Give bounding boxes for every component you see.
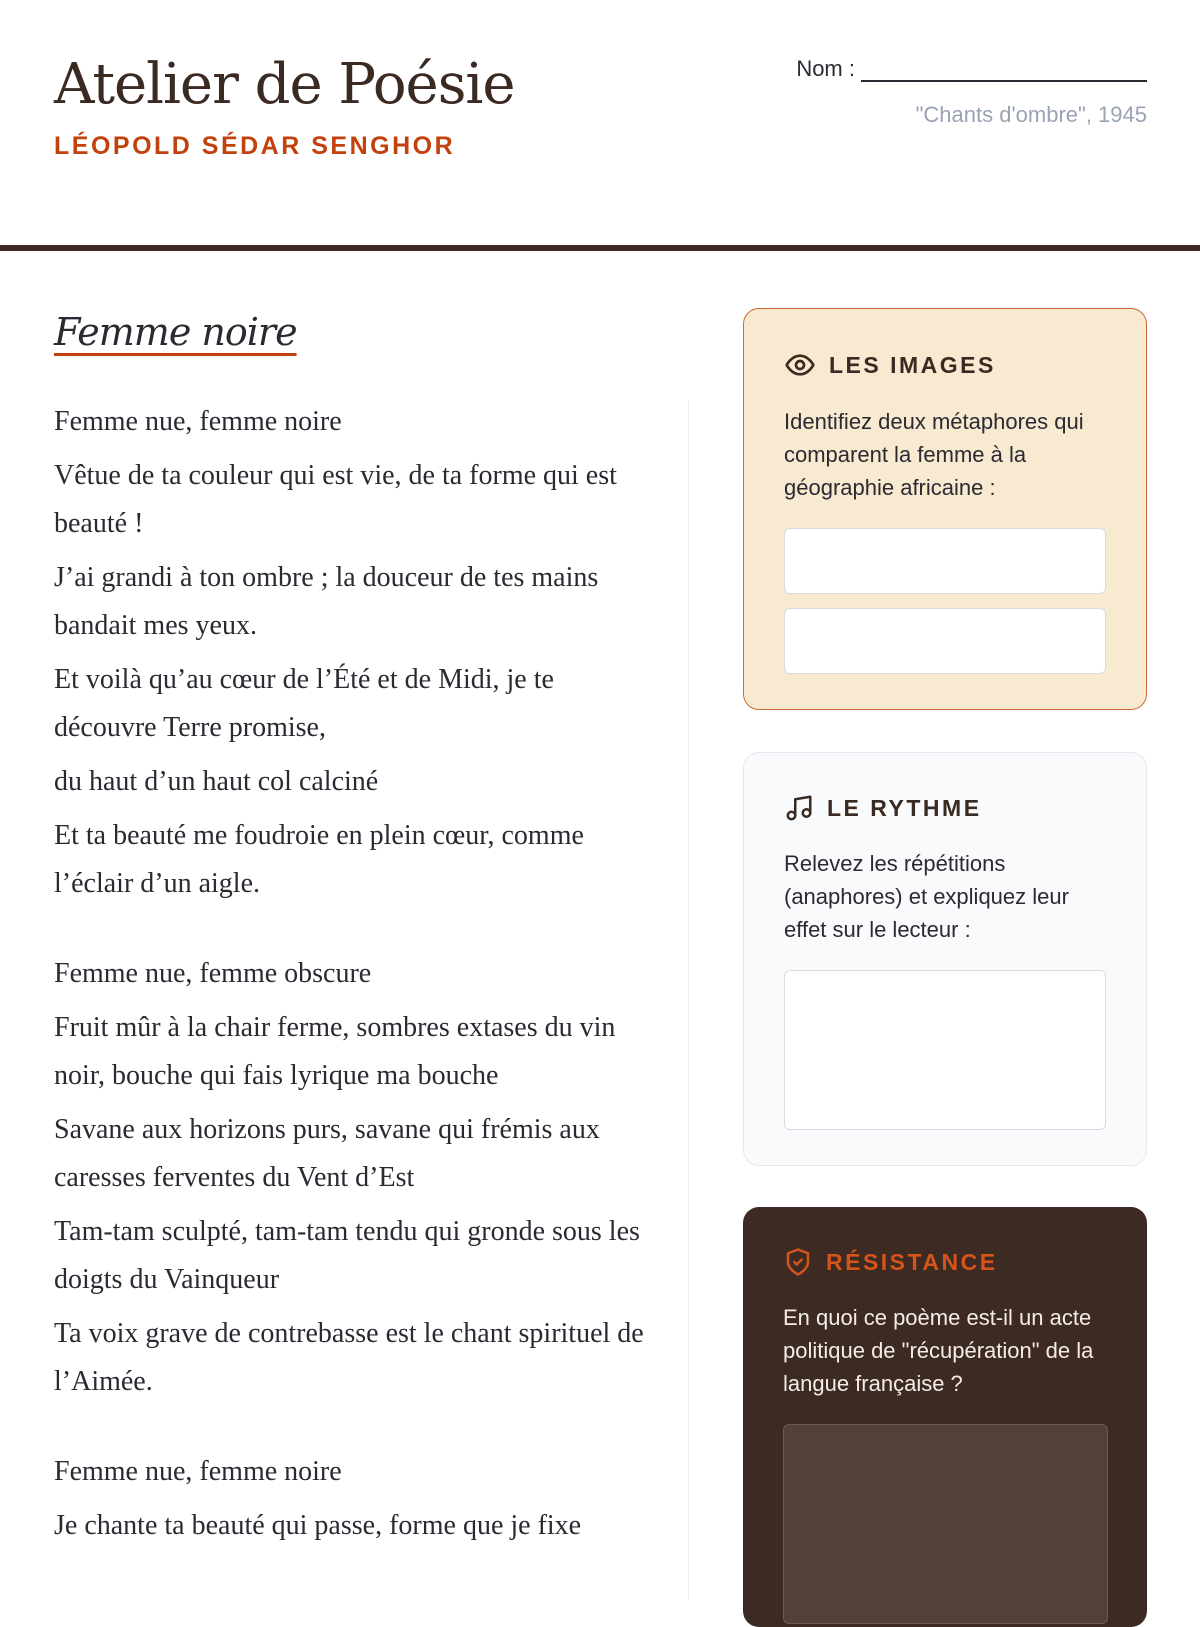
images-card-header [784, 349, 1106, 381]
verse: Et ta beauté me foudroie en plein cœur, comme l’éclair d’un aigle. [54, 820, 584, 899]
column-divider [688, 400, 689, 1600]
page-title: Atelier de Poésie [54, 52, 515, 117]
metaphor-input-2[interactable] [784, 608, 1106, 674]
header-divider [0, 245, 1200, 251]
verse: Tam-tam sculpté, tam-tam tendu qui gronde sous les doigts du Vainqueur [54, 1216, 640, 1295]
images-card [743, 308, 1147, 710]
repetition-answer-box[interactable] [784, 970, 1106, 1130]
shield-icon [783, 1247, 813, 1277]
verse: Et voilà qu’au cœur de l’Été et de Midi, je te découvre Terre promise, [54, 664, 554, 743]
verse: du haut d’un haut col calciné [54, 766, 379, 797]
stanza [54, 398, 644, 908]
music-note-icon [784, 793, 814, 823]
poem-title: Femme noire [54, 310, 297, 354]
verse: Fruit mûr à la chair ferme, sombres extases du vin noir, bouche qui fais lyrique ma bouche [54, 1012, 616, 1091]
name-field[interactable] [796, 56, 1147, 82]
verse: Je chante ta beauté qui passe, forme que je fixe [54, 1510, 582, 1541]
verse: Vêtue de ta couleur qui est vie, de ta forme qui est beauté ! [54, 460, 617, 539]
images-card-prompt: Identifiez deux métaphores qui comparent la femme à la géographie africaine : [784, 409, 1084, 500]
author-name: LÉOPOLD SÉDAR SENGHOR [54, 132, 456, 160]
stanza [54, 1448, 644, 1550]
rythme-card-title: LE RYTHME [827, 794, 982, 821]
verse: Savane aux horizons purs, savane qui frémis aux caresses ferventes du Vent d’Est [54, 1114, 600, 1193]
resistance-answer-box[interactable] [783, 1424, 1108, 1624]
eye-icon [784, 349, 816, 381]
verse: Femme nue, femme noire [54, 1456, 342, 1487]
poem-source: "Chants d'ombre", 1945 [915, 102, 1147, 127]
name-blank-line[interactable] [861, 58, 1147, 82]
stanza [54, 950, 644, 1406]
verse: Femme nue, femme noire [54, 406, 342, 437]
verse: J’ai grandi à ton ombre ; la douceur de tes mains bandait mes yeux. [54, 562, 599, 641]
resistance-card-title: RÉSISTANCE [826, 1248, 998, 1275]
metaphor-input-1[interactable] [784, 528, 1106, 594]
resistance-card-header [783, 1247, 1107, 1277]
resistance-card-prompt: En quoi ce poème est-il un acte politique de "récupération" de la langue française ? [783, 1305, 1094, 1396]
rythme-card-prompt: Relevez les répétitions (anaphores) et expliquez leur effet sur le lecteur : [784, 851, 1069, 942]
verse: Femme nue, femme obscure [54, 958, 372, 989]
page-header [0, 0, 1200, 247]
resistance-card [743, 1207, 1147, 1627]
rythme-card-header [784, 793, 1106, 823]
name-label: Nom : [796, 56, 855, 81]
rythme-card [743, 752, 1147, 1166]
verse: Ta voix grave de contrebasse est le chant spirituel de l’Aimée. [54, 1318, 644, 1397]
images-card-title: LES IMAGES [829, 351, 996, 378]
poem-text [54, 398, 644, 1592]
